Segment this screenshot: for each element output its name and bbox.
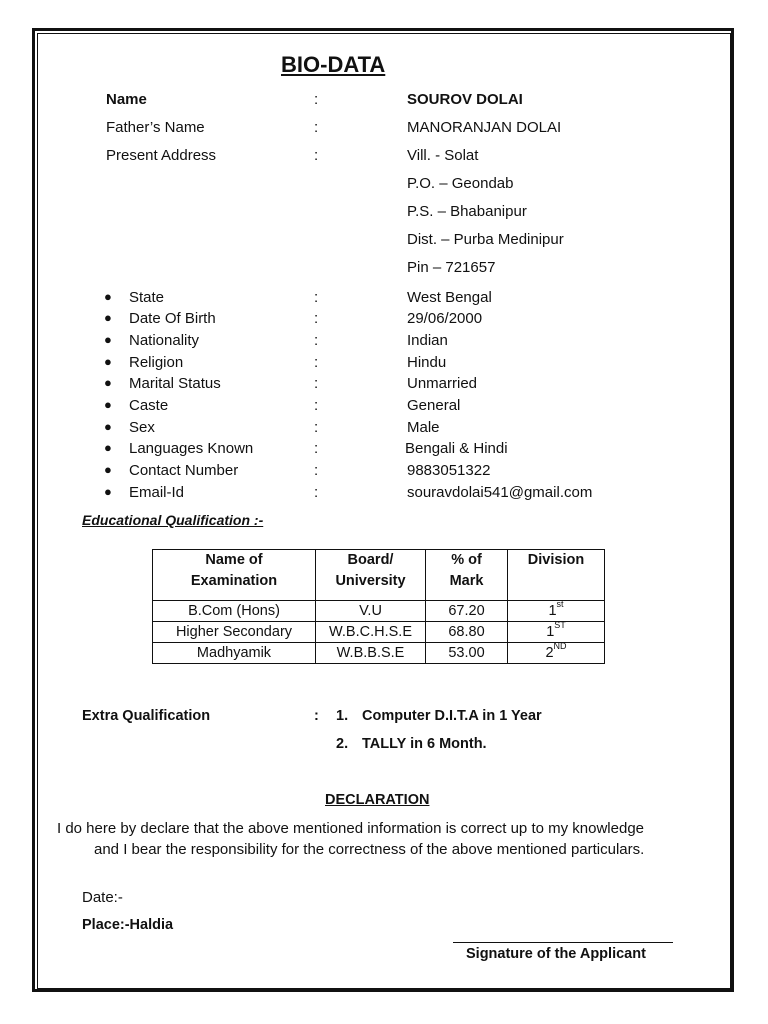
colon: :	[314, 147, 319, 164]
contact-label: Contact Number	[129, 462, 239, 479]
signature-line	[453, 942, 673, 943]
father-name-label: Father’s Name	[106, 119, 205, 136]
address-line-1: Vill. - Solat	[407, 147, 479, 164]
sex-value: Male	[407, 419, 440, 436]
religion-label: Religion	[129, 354, 184, 371]
address-line-2: P.O. – Geondab	[407, 175, 514, 192]
cell-board: W.B.C.H.S.E	[316, 622, 426, 643]
page-title: BIO-DATA	[281, 52, 386, 77]
bullet-icon: ●	[104, 310, 112, 325]
bullet-row-caste	[0, 397, 768, 419]
colon: :	[314, 310, 319, 327]
email-label: Email-Id	[129, 484, 185, 501]
declaration-line-2: and I bear the responsibility for the correctness of the above mentioned particulars.	[94, 841, 645, 858]
table-row	[153, 643, 605, 664]
extra-item-2-number: 2.	[336, 736, 349, 752]
name-label: Name	[106, 91, 147, 108]
bullet-icon: ●	[104, 440, 112, 455]
nationality-value: Indian	[407, 332, 448, 349]
bullet-row-sex	[0, 419, 768, 441]
colon: :	[314, 462, 319, 479]
bullet-row-dob	[0, 310, 768, 332]
sex-label: Sex	[129, 419, 155, 436]
education-heading: Educational Qualification :-	[82, 512, 264, 528]
name-row	[0, 91, 768, 113]
colon: :	[314, 289, 319, 306]
colon: :	[314, 354, 319, 371]
cell-board: W.B.B.S.E	[316, 643, 426, 664]
table-row	[153, 622, 605, 643]
colon: :	[314, 91, 319, 108]
declaration-heading: DECLARATION	[325, 792, 430, 808]
colon: :	[314, 332, 319, 349]
cell-division: 1st	[508, 601, 605, 622]
colon: :	[314, 440, 319, 457]
bullet-row-contact	[0, 462, 768, 484]
cell-mark: 53.00	[426, 643, 508, 664]
colon: :	[314, 397, 319, 414]
colon: :	[314, 119, 319, 136]
bullet-icon: ●	[104, 462, 112, 477]
cell-mark: 68.80	[426, 622, 508, 643]
dob-value: 29/06/2000	[407, 310, 483, 327]
address-line-row	[0, 231, 768, 253]
colon: :	[314, 419, 319, 436]
marital-status-label: Marital Status	[129, 375, 221, 392]
cell-exam: Madhyamik	[153, 643, 316, 664]
table-row	[153, 601, 605, 622]
marital-status-value: Unmarried	[407, 375, 478, 392]
address-line-row	[0, 175, 768, 197]
place-label: Place:-Haldia	[82, 917, 174, 933]
extra-qualification-label: Extra Qualification	[82, 708, 211, 724]
cell-division: 1ST	[508, 622, 605, 643]
declaration-line-1: I do here by declare that the above mentioned information is correct up to my knowledge	[57, 820, 644, 837]
header-exam: Name of Examination	[153, 550, 316, 601]
religion-value: Hindu	[407, 354, 447, 371]
state-value: West Bengal	[407, 289, 492, 306]
table-header-row	[153, 550, 605, 601]
cell-division: 2ND	[508, 643, 605, 664]
languages-label: Languages Known	[129, 440, 254, 457]
header-division: Division	[508, 550, 605, 601]
address-label: Present Address	[106, 147, 217, 164]
education-table	[152, 549, 605, 664]
father-name-value: MANORANJAN DOLAI	[407, 119, 562, 136]
colon: :	[314, 375, 319, 392]
extra-item-2-text: TALLY in 6 Month.	[362, 736, 487, 752]
extra-item-1-number: 1.	[336, 708, 349, 724]
colon: :	[314, 484, 319, 501]
address-line-row	[0, 203, 768, 225]
address-row	[0, 147, 768, 169]
cell-exam: B.Com (Hons)	[153, 601, 316, 622]
cell-board: V.U	[316, 601, 426, 622]
caste-value: General	[407, 397, 461, 414]
bullet-row-state	[0, 289, 768, 311]
caste-label: Caste	[129, 397, 169, 414]
bullet-row-nationality	[0, 332, 768, 354]
cell-mark: 67.20	[426, 601, 508, 622]
state-label: State	[129, 289, 165, 306]
father-name-row	[0, 119, 768, 141]
address-line-3: P.S. – Bhabanipur	[407, 203, 527, 220]
bullet-icon: ●	[104, 289, 112, 304]
header-mark: % of Mark	[426, 550, 508, 601]
dob-label: Date Of Birth	[129, 310, 216, 327]
header-board: Board/ University	[316, 550, 426, 601]
bullet-row-marital-status	[0, 375, 768, 397]
colon: :	[314, 708, 319, 724]
extra-item-1-text: Computer D.I.T.A in 1 Year	[362, 708, 542, 724]
signature-label: Signature of the Applicant	[466, 946, 646, 962]
bullet-icon: ●	[104, 354, 112, 369]
nationality-label: Nationality	[129, 332, 200, 349]
address-line-row	[0, 259, 768, 281]
bullet-icon: ●	[104, 375, 112, 390]
bullet-icon: ●	[104, 419, 112, 434]
bullet-row-languages	[0, 440, 768, 462]
date-label: Date:-	[82, 889, 123, 906]
bullet-icon: ●	[104, 484, 112, 499]
address-line-4: Dist. – Purba Medinipur	[407, 231, 564, 248]
bullet-icon: ●	[104, 332, 112, 347]
bullet-row-religion	[0, 354, 768, 376]
contact-value: 9883051322	[407, 462, 491, 479]
email-value: souravdolai541@gmail.com	[407, 484, 593, 501]
bullet-row-email	[0, 484, 768, 506]
languages-value: Bengali & Hindi	[405, 440, 508, 457]
name-value: SOUROV DOLAI	[407, 91, 523, 108]
bullet-icon: ●	[104, 397, 112, 412]
cell-exam: Higher Secondary	[153, 622, 316, 643]
address-line-5: Pin – 721657	[407, 259, 496, 276]
